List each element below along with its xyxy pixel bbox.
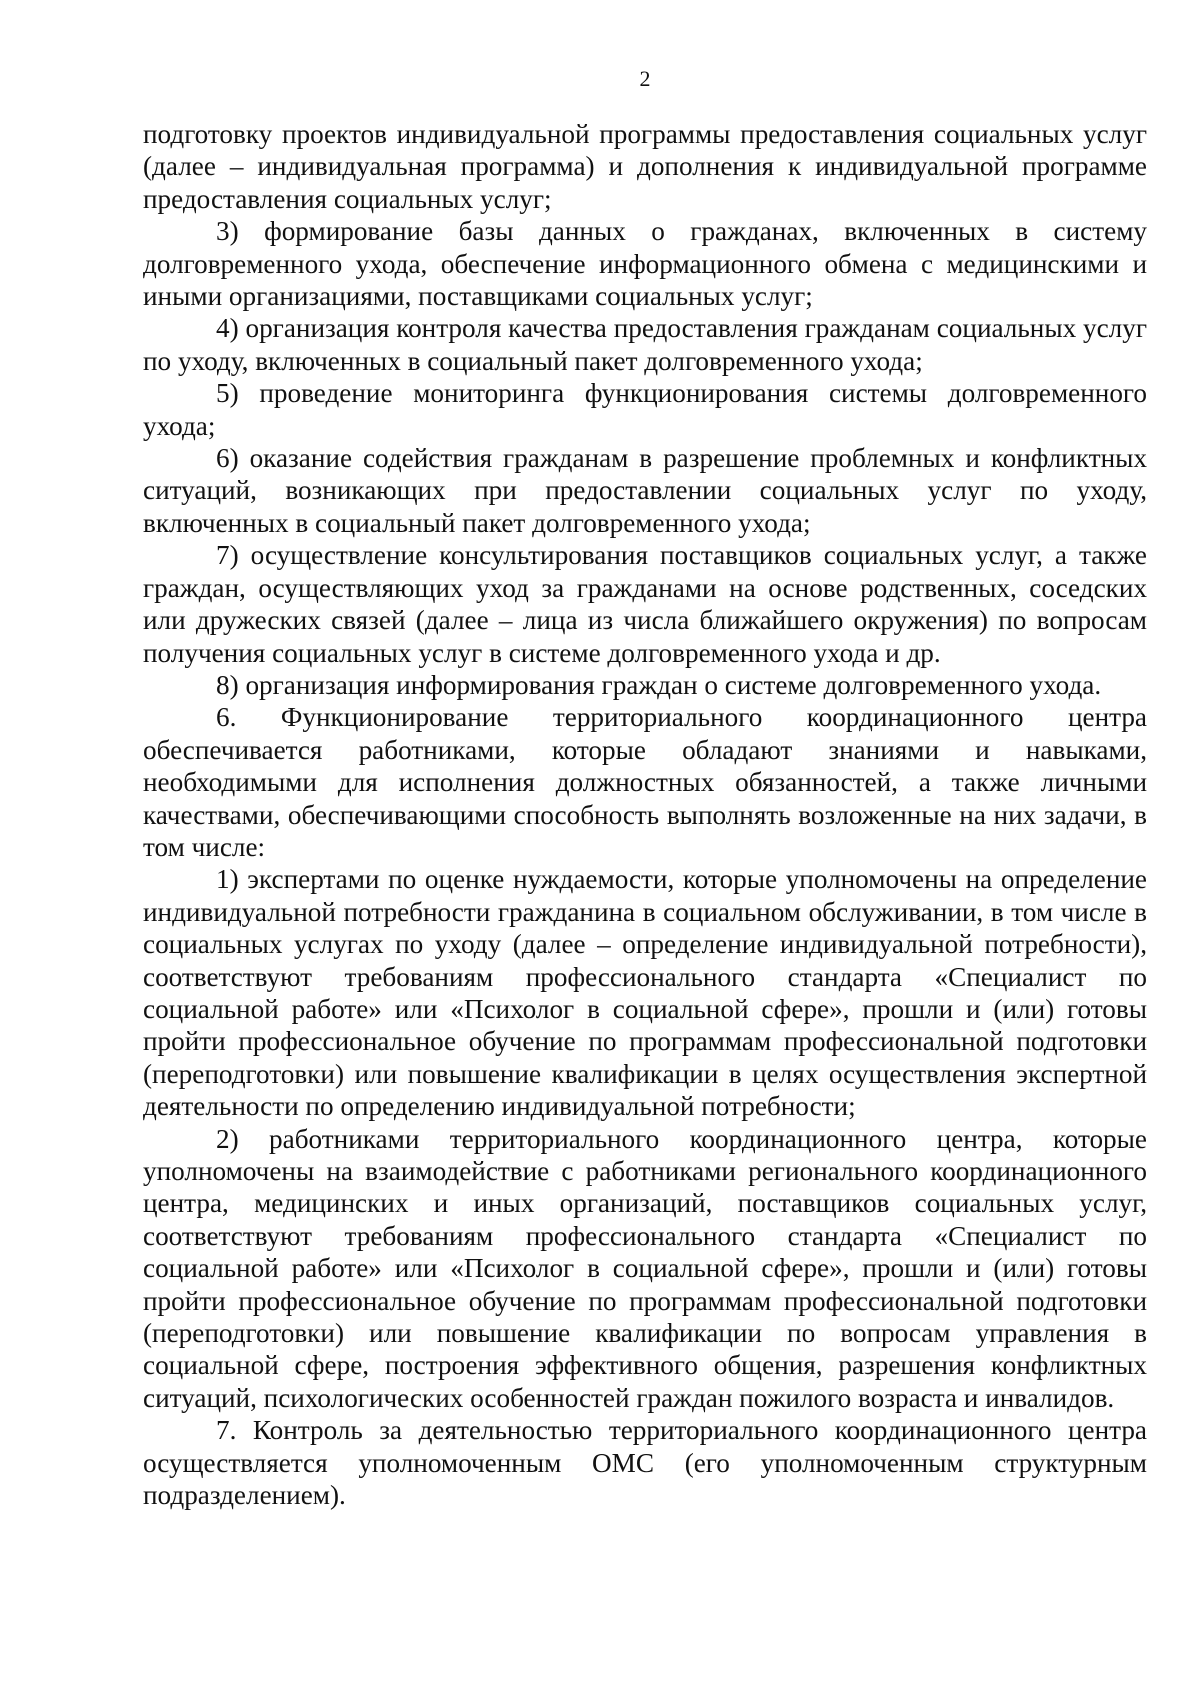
paragraph-item-4: 4) организация контроля качества предоставления гражданам социальных услуг по уходу, включенных в социальный пакет долговременного ухода; xyxy=(143,313,1147,376)
paragraph-item-3: 3) формирование базы данных о гражданах, включенных в систему долговременного ухода, обеспечение информационного обмена с медицинскими и иными организациями, поставщиками социальных услуг; xyxy=(143,216,1147,312)
paragraph-section-6-item-1: 1) экспертами по оценке нуждаемости, которые уполномочены на определение индивидуальной потребности гражданина в социальном обслуживании, в том числе в социальных услугах по уходу (далее – определение индивидуальной потребности), соответствуют требованиям профессионального стандарта «Специалист по социальной работе» или «Психолог в социальной сфере», прошли и (или) готовы пройти профессиональное обучение по программам профессиональной подготовки (переподготовки) или повышение квалификации в целях осуществления экспертной деятельности по определению индивидуальной потребности; xyxy=(143,864,1147,1122)
paragraph-continuation: подготовку проектов индивидуальной программы предоставления социальных услуг (далее – индивидуальная программа) и дополнения к индивидуальной программе предоставления социальных услуг; xyxy=(143,119,1147,214)
document-body xyxy=(143,118,1147,1511)
paragraph-section-6: 6. Функционирование территориального координационного центра обеспечивается работниками, которые обладают знаниями и навыками, необходимыми для исполнения должностных обязанностей, а также личными качествами, обеспечивающими способность выполнять возложенные на них задачи, в том числе: xyxy=(143,702,1147,862)
paragraph-section-6-item-2: 2) работниками территориального координационного центра, которые уполномочены на взаимодействие с работниками регионального координационного центра, медицинских и иных организаций, поставщиков социальных услуг, соответствуют требованиям профессионального стандарта «Специалист по социальной работе» или «Психолог в социальной сфере», прошли и (или) готовы пройти профессиональное обучение по программам профессиональной подготовки (переподготовки) или повышение квалификации по вопросам управления в социальной сфере, построения эффективного общения, разрешения конфликтных ситуаций, психологических особенностей граждан пожилого возраста и инвалидов. xyxy=(143,1123,1147,1413)
paragraph-item-5: 5) проведение мониторинга функционирования системы долговременного ухода; xyxy=(143,378,1147,441)
paragraph-item-6: 6) оказание содействия гражданам в разрешение проблемных и конфликтных ситуаций, возникающих при предоставлении социальных услуг по уходу, включенных в социальный пакет долговременного ухода; xyxy=(143,443,1147,538)
paragraph-item-8: 8) организация информирования граждан о системе долговременного ухода. xyxy=(216,669,1102,700)
paragraph-section-7: 7. Контроль за деятельностью территориального координационного центра осуществляется уполномоченным ОМС (его уполномоченным структурным подразделением). xyxy=(143,1415,1147,1511)
paragraph-item-7: 7) осуществление консультирования поставщиков социальных услуг, а также граждан, осуществляющих уход за гражданами на основе родственных, соседских или дружеских связей (далее – лица из числа ближайшего окружения) по вопросам получения социальных услуг в системе долговременного ухода и др. xyxy=(143,540,1147,668)
page-number: 2 xyxy=(639,66,651,91)
